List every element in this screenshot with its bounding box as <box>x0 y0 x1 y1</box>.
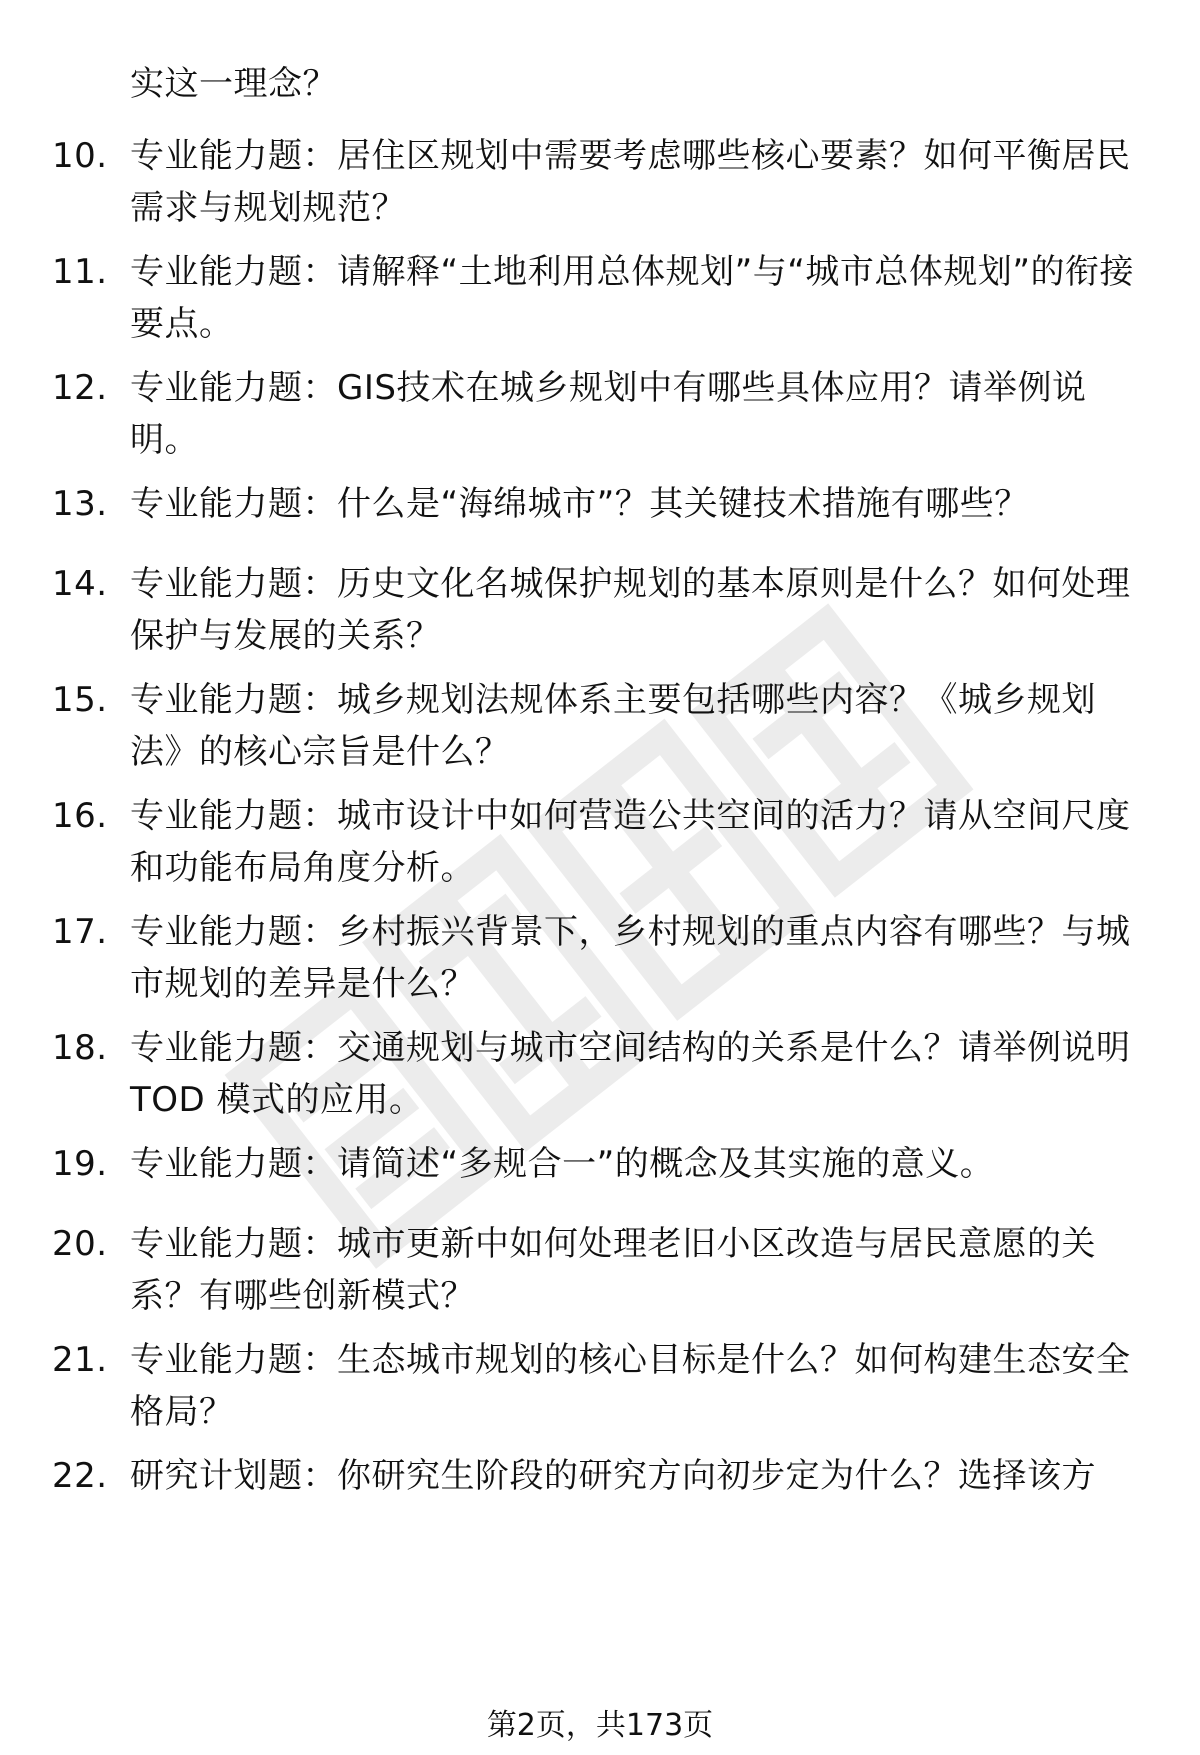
question-number: 17. <box>52 912 108 952</box>
question-text: 专业能力题：请简述“多规合一”的概念及其实施的意义。 <box>130 1144 995 1184</box>
question-number: 16. <box>52 796 108 836</box>
question-text: 专业能力题：乡村振兴背景下，乡村规划的重点内容有哪些？与城市规划的差异是什么？ <box>130 912 1131 1004</box>
question-text: 专业能力题：居住区规划中需要考虑哪些核心要素？如何平衡居民需求与规划规范？ <box>130 136 1131 228</box>
question-text: 专业能力题：什么是“海绵城市”？其关键技术措施有哪些？ <box>130 484 1029 524</box>
question-number: 21. <box>52 1340 108 1380</box>
question-text: 专业能力题：城乡规划法规体系主要包括哪些内容？《城乡规划法》的核心宗旨是什么？ <box>130 680 1096 772</box>
question-number: 19. <box>52 1144 108 1184</box>
question-number: 15. <box>52 680 108 720</box>
question-number: 20. <box>52 1224 108 1264</box>
question-number: 13. <box>52 484 108 524</box>
question-text: 专业能力题：城市更新中如何处理老旧小区改造与居民意愿的关系？有哪些创新模式？ <box>130 1224 1096 1316</box>
question-number: 12. <box>52 368 108 408</box>
question-text: 专业能力题：城市设计中如何营造公共空间的活力？请从空间尺度和功能布局角度分析。 <box>130 796 1131 888</box>
question-text: 专业能力题：交通规划与城市空间结构的关系是什么？请举例说明 TOD 模式的应用。 <box>130 1028 1131 1120</box>
question-text: 专业能力题：生态城市规划的核心目标是什么？如何构建生态安全格局？ <box>130 1340 1131 1432</box>
page-footer: 第2页，共173页 <box>486 1708 714 1743</box>
question-text: 专业能力题：历史文化名城保护规划的基本原则是什么？如何处理保护与发展的关系？ <box>130 564 1131 656</box>
question-number: 22. <box>52 1456 108 1496</box>
question-number: 18. <box>52 1028 108 1068</box>
question-text: 专业能力题：请解释“土地利用总体规划”与“城市总体规划”的衔接要点。 <box>130 252 1134 344</box>
question-text: 研究计划题：你研究生阶段的研究方向初步定为什么？选择该方 <box>130 1456 1096 1496</box>
question-number: 10. <box>52 136 108 176</box>
question-text: 专业能力题：GIS技术在城乡规划中有哪些具体应用？请举例说明。 <box>130 368 1087 460</box>
question-number: 14. <box>52 564 108 604</box>
continued-text: 实这一理念？ <box>130 64 337 104</box>
question-number: 11. <box>52 252 108 292</box>
